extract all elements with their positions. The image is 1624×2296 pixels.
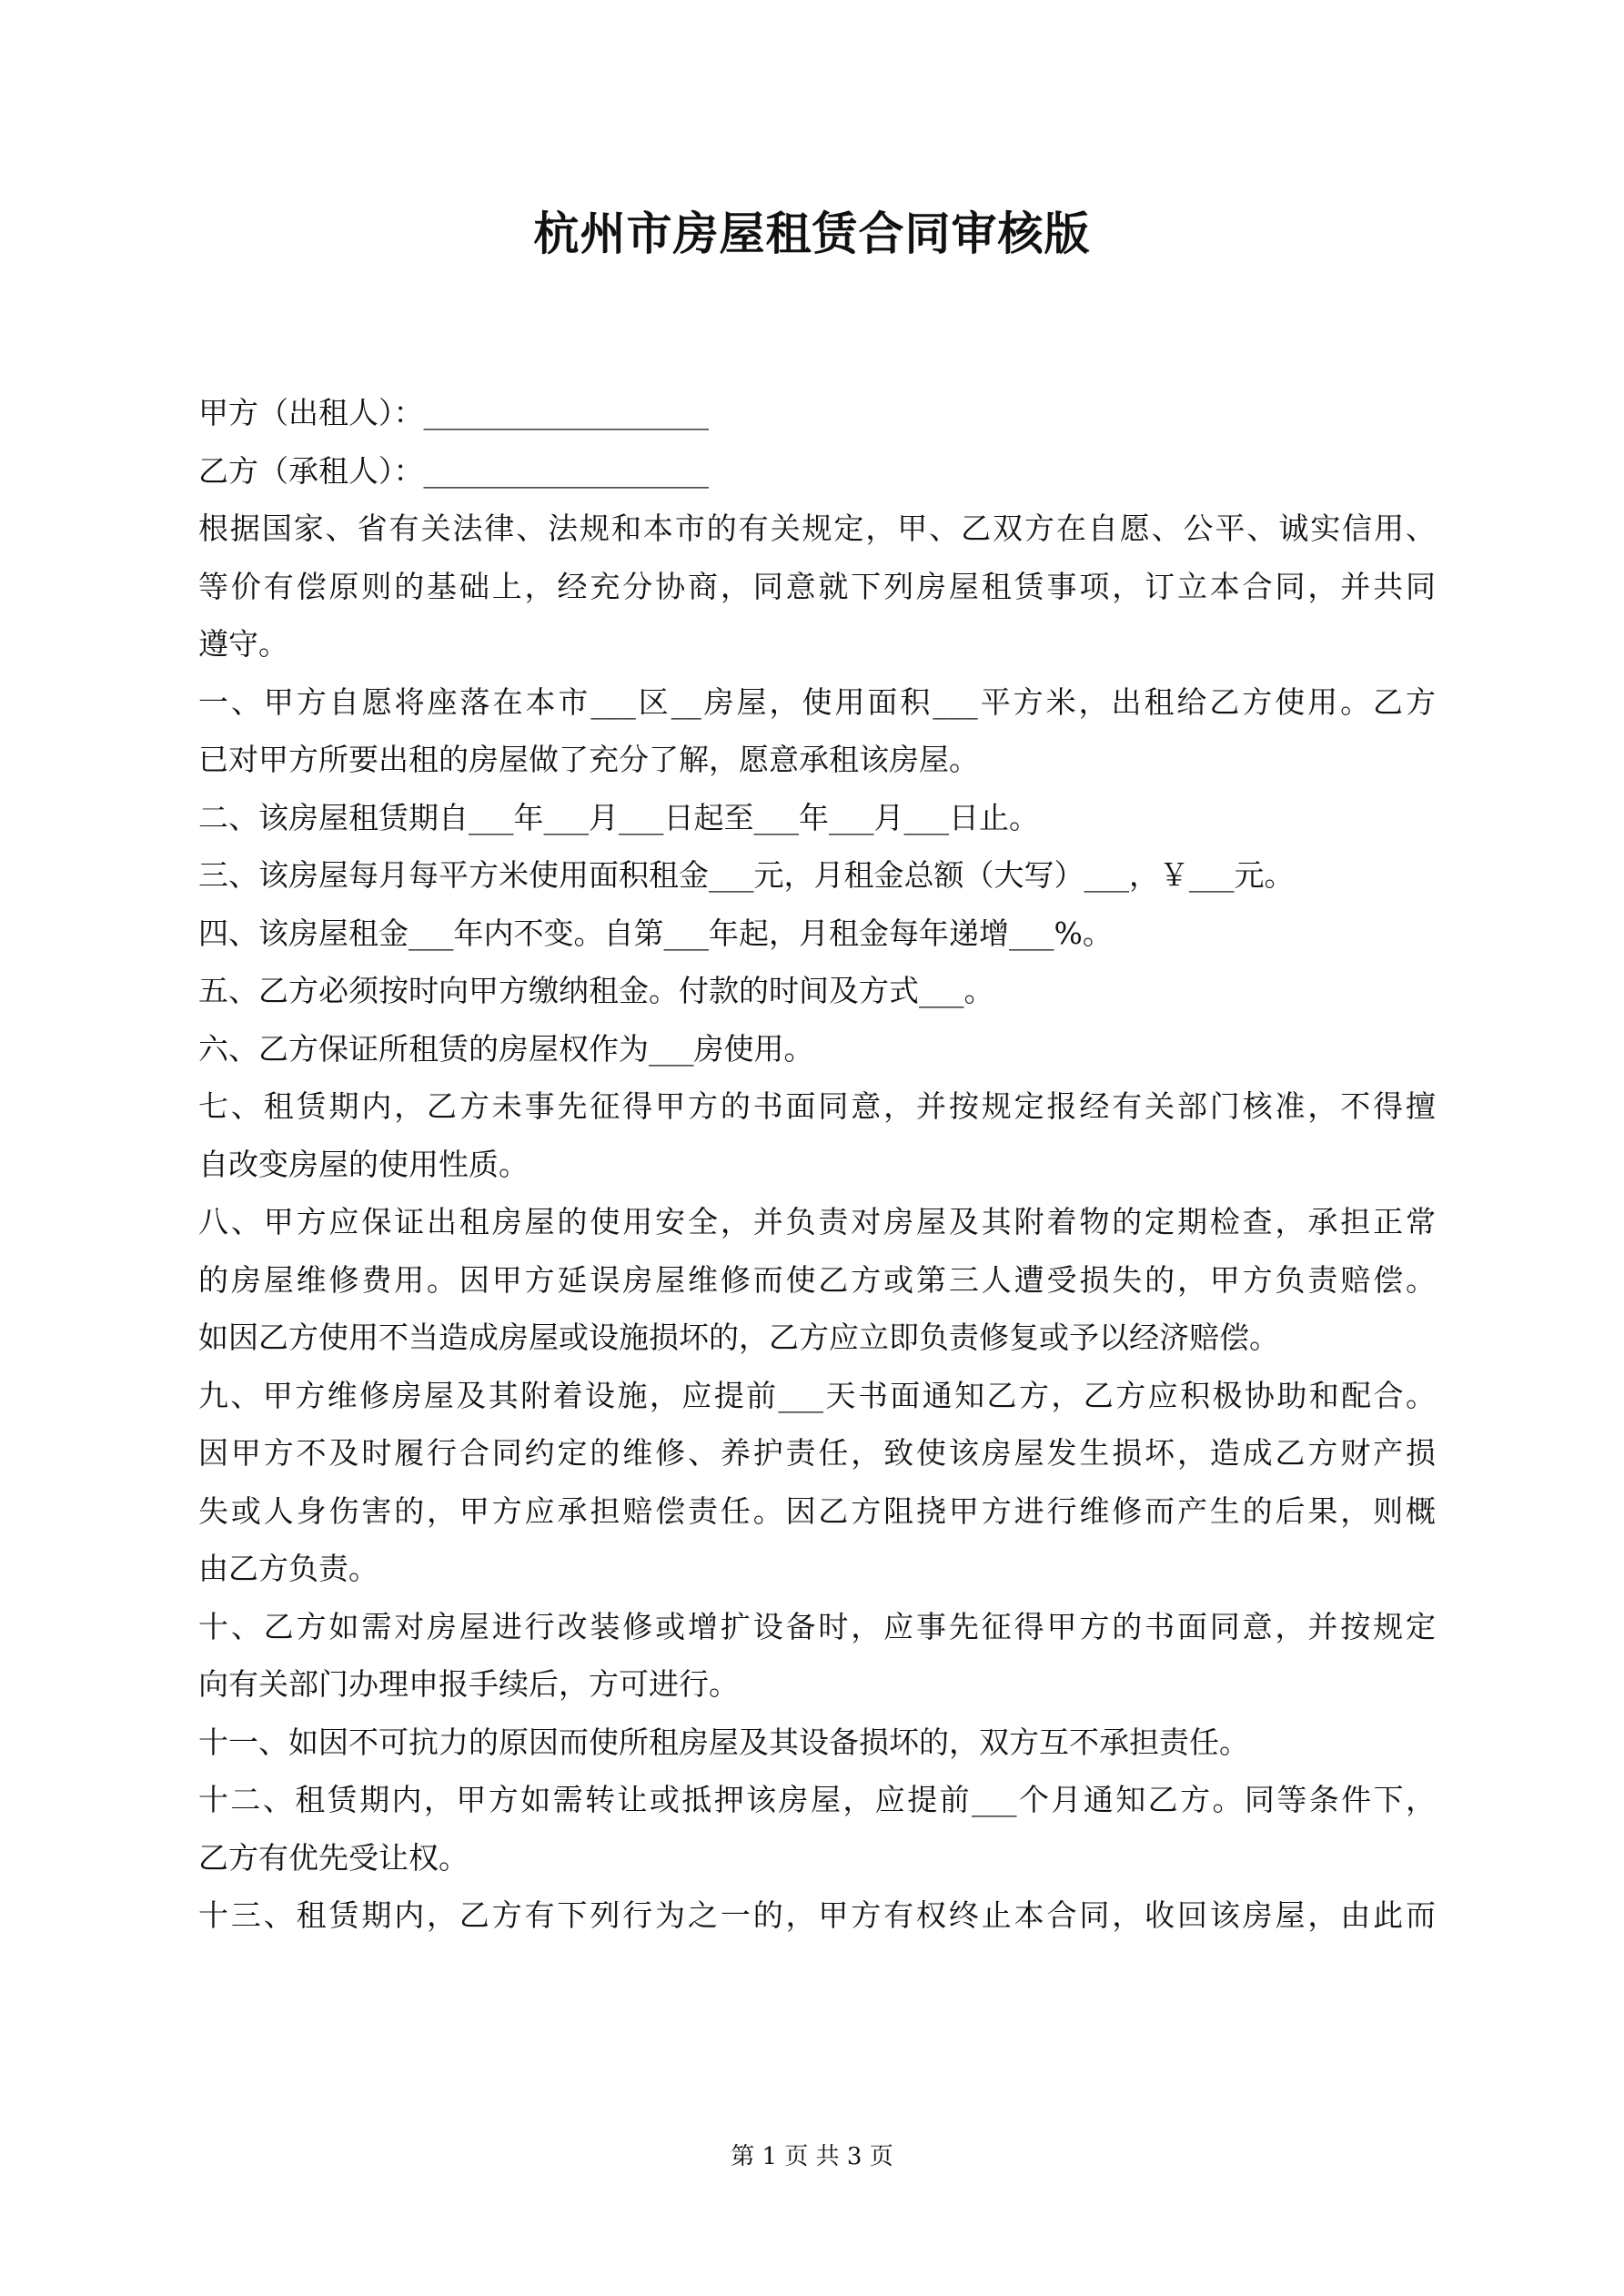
document-line: 九、甲方维修房屋及其附着设施，应提前___天书面通知乙方，乙方应积极协助和配合。	[198, 1377, 1436, 1413]
document-body	[198, 384, 1436, 1945]
document-line: 十二、租赁期内，甲方如需转让或抵押该房屋，应提前___个月通知乙方。同等条件下，	[198, 1782, 1436, 1817]
document-line: 已对甲方所要出租的房屋做了充分了解，愿意承租该房屋。	[198, 742, 979, 777]
document-line: 失或人身伤害的，甲方应承担赔偿责任。因乙方阻挠甲方进行维修而产生的后果，则概	[198, 1492, 1436, 1529]
document-line: 四、该房屋租金___年内不变。自第___年起，月租金每年递增___%。	[198, 915, 1113, 951]
document-line: 十、乙方如需对房屋进行改装修或增扩设备时，应事先征得甲方的书面同意，并按规定	[198, 1608, 1436, 1644]
document-line: 遵守。	[198, 626, 288, 662]
document-line: 的房屋维修费用。因甲方延误房屋维修而使乙方或第三人遭受损失的，甲方负责赔偿。	[198, 1261, 1436, 1298]
document-line: 五、乙方必须按时向甲方缴纳租金。付款的时间及方式___。	[198, 973, 994, 1008]
document-line: 十一、如因不可抗力的原因而使所租房屋及其设备损坏的，双方互不承担责任。	[198, 1724, 1249, 1760]
document-line: 八、甲方应保证出租房屋的使用安全，并负责对房屋及其附着物的定期检查，承担正常	[198, 1204, 1436, 1239]
document-line: 向有关部门办理申报手续后，方可进行。	[198, 1666, 739, 1702]
document-line: 六、乙方保证所租赁的房屋权作为___房使用。	[198, 1030, 814, 1067]
document-line: 因甲方不及时履行合同约定的维修、养护责任，致使该房屋发生损坏，造成乙方财产损	[198, 1435, 1436, 1471]
document-line: 根据国家、省有关法律、法规和本市的有关规定，甲、乙双方在自愿、公平、诚实信用、	[198, 511, 1436, 546]
document-line: 甲方（出租人）：___________________	[198, 395, 709, 430]
document-line: 三、该房屋每月每平方米使用面积租金___元，月租金总额（大写）___，￥___元。	[198, 857, 1295, 893]
document-line: 等价有偿原则的基础上，经充分协商，同意就下列房屋租赁事项，订立本合同，并共同	[198, 568, 1436, 604]
document-line: 二、该房屋租赁期自___年___月___日起至___年___月___日止。	[198, 799, 1039, 835]
document-line: 如因乙方使用不当造成房屋或设施损坏的，乙方应立即负责修复或予以经济赔偿。	[198, 1320, 1279, 1355]
document-line: 十三、租赁期内，乙方有下列行为之一的，甲方有权终止本合同，收回该房屋，由此而	[198, 1897, 1436, 1933]
document-line: 自改变房屋的使用性质。	[198, 1146, 529, 1182]
document-line: 乙方有优先受让权。	[198, 1839, 469, 1876]
document-line: 乙方（承租人）：___________________	[198, 452, 709, 489]
document-line: 一、甲方自愿将座落在本市___区__房屋，使用面积___平方米，出租给乙方使用。乙方	[198, 683, 1436, 720]
document-line: 由乙方负责。	[198, 1551, 378, 1586]
document-line: 七、租赁期内，乙方未事先征得甲方的书面同意，并按规定报经有关部门核准，不得擅	[198, 1088, 1436, 1124]
document-title: 杭州市房屋租赁合同审核版	[533, 207, 1091, 260]
page-footer: 第 1 页 共 3 页	[731, 2143, 893, 2170]
